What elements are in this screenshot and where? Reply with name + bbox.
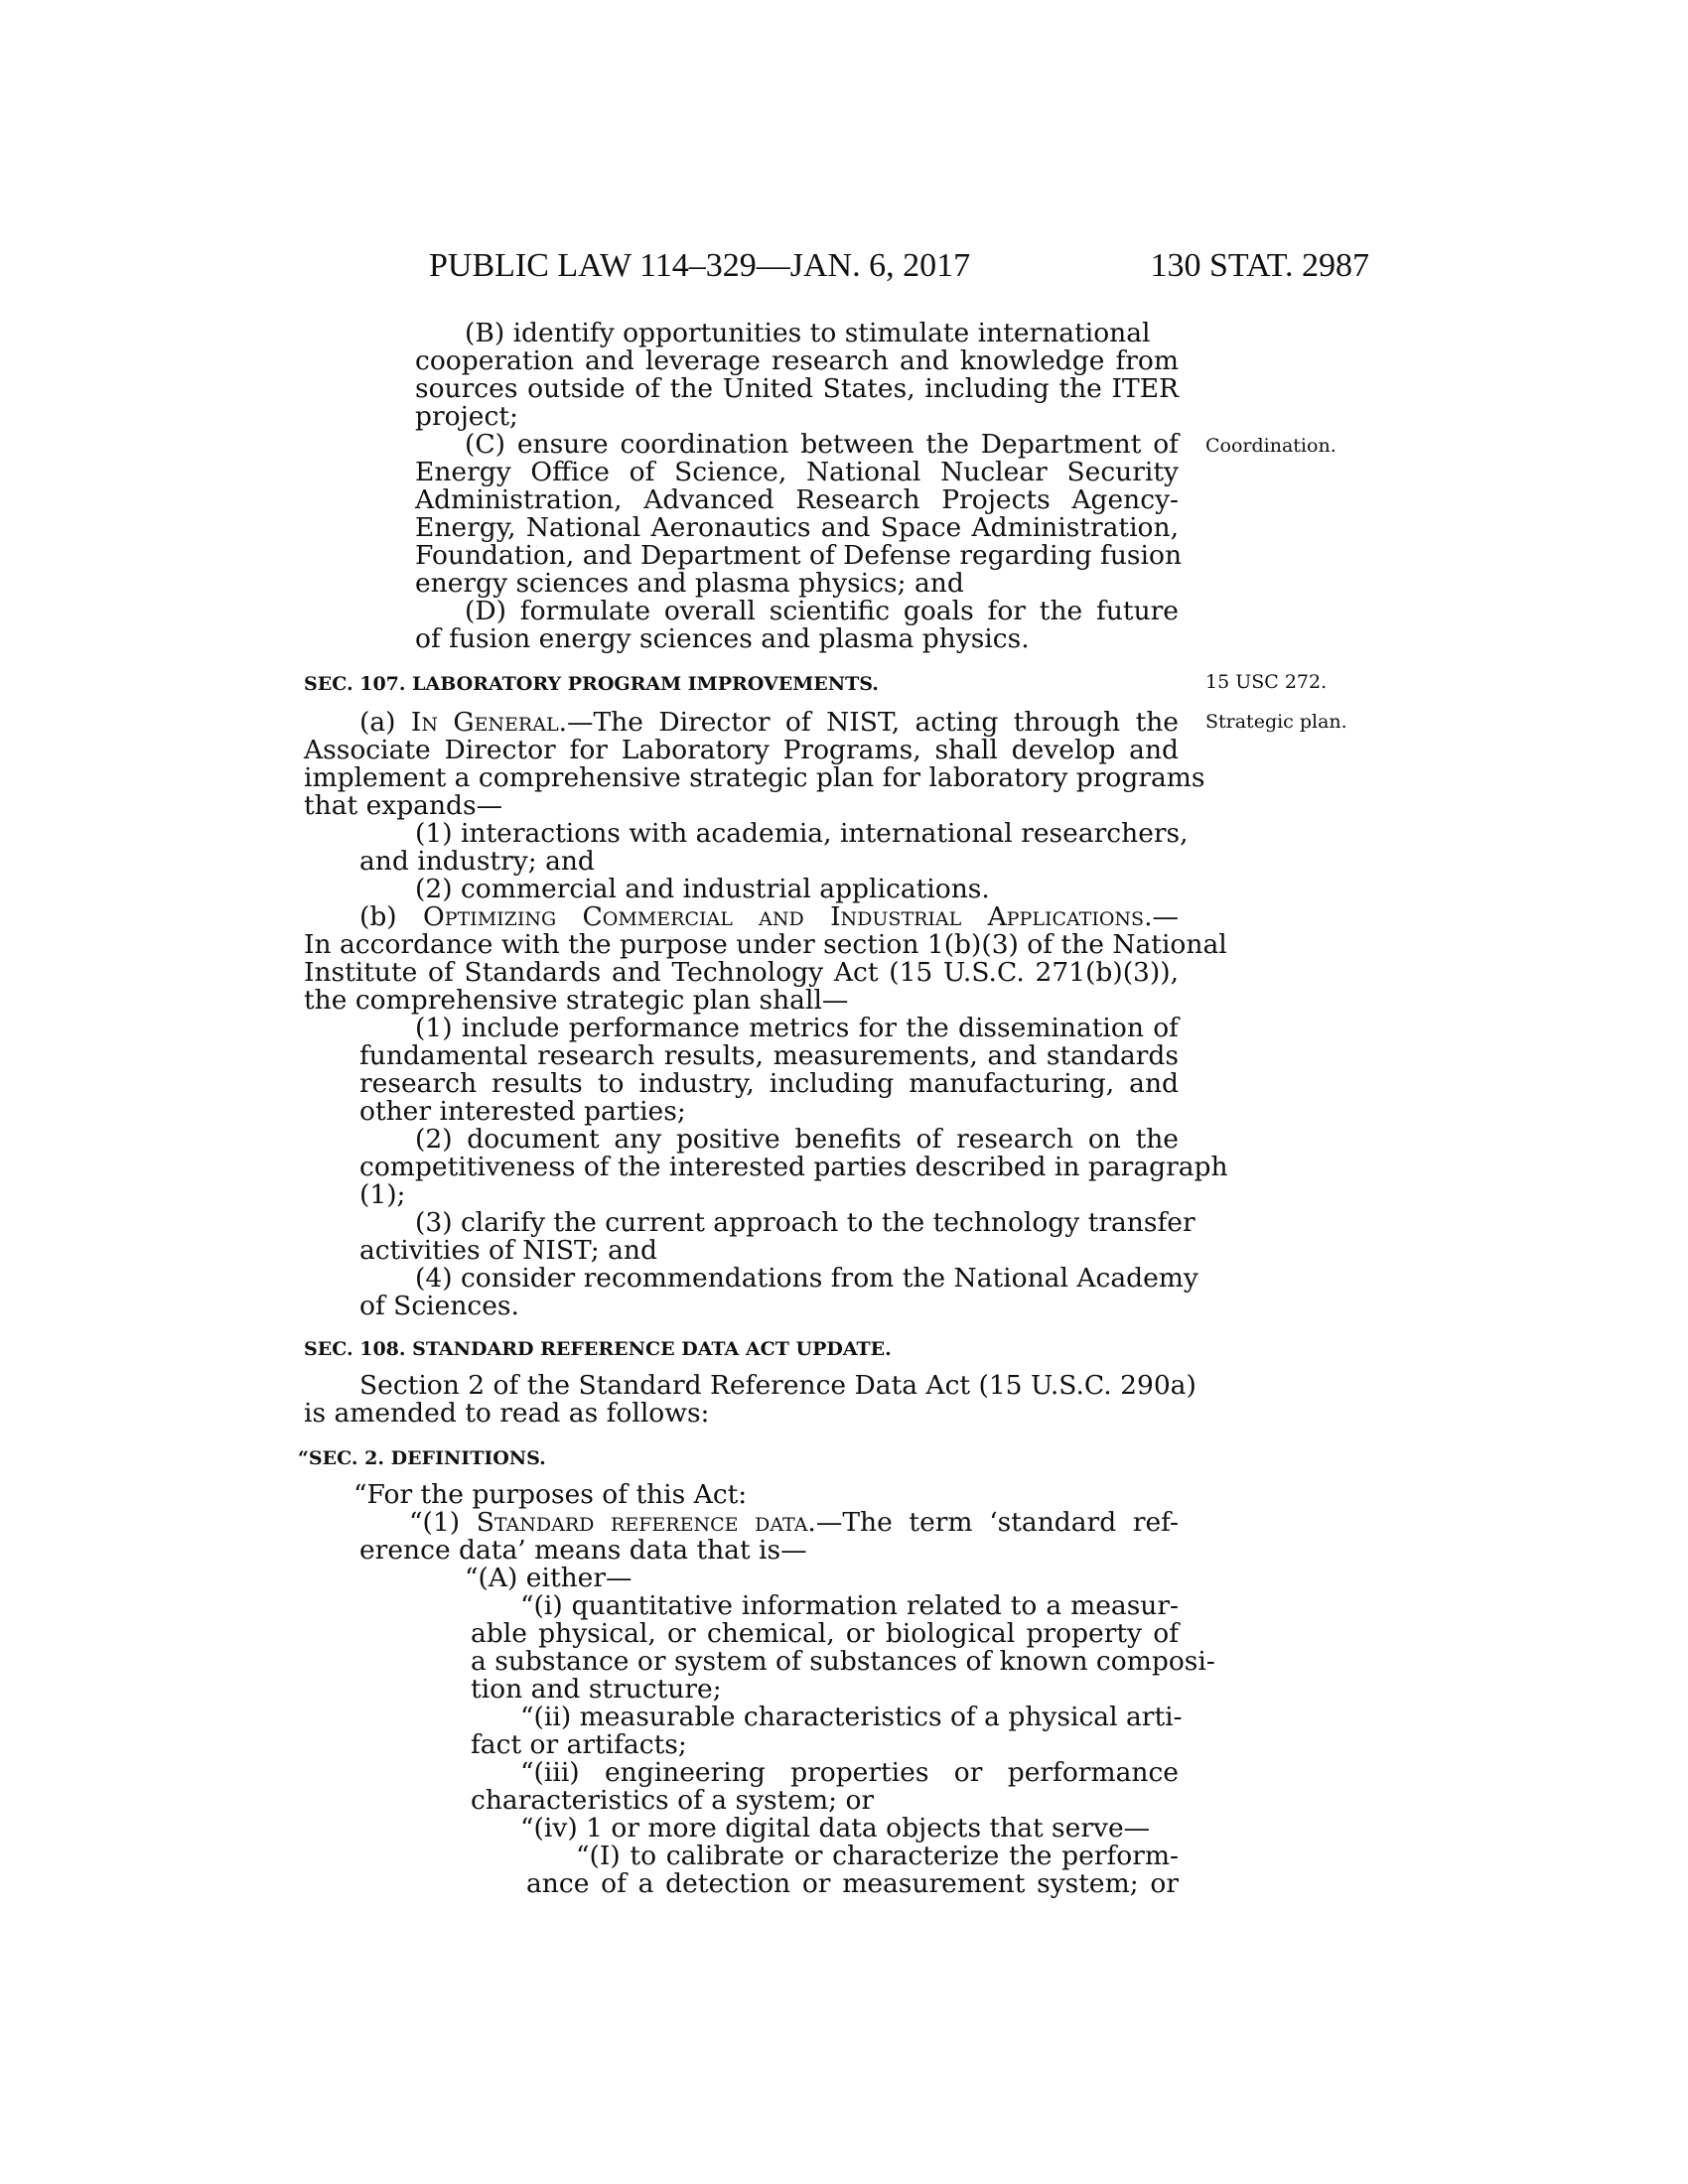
section-heading: “SEC. 2. DEFINITIONS. — [298, 1447, 546, 1469]
text-line: ance of a detection or measurement system; or — [526, 1868, 1179, 1899]
text-line: of fusion energy sciences and plasma physics. — [415, 623, 1030, 654]
text-line: (a) In General.—The Director of NIST, acting through the — [359, 707, 1179, 738]
text-line: Energy Office of Science, National Nuclear Security — [415, 457, 1179, 487]
text-line: “(iii) engineering properties or performance — [520, 1757, 1179, 1788]
text-line: that expands— — [304, 790, 503, 821]
text-line: (D) formulate overall scientific goals for the future — [465, 596, 1179, 626]
section-heading: SEC. 107. LABORATORY PROGRAM IMPROVEMENTS. — [304, 673, 879, 695]
running-header-title: PUBLIC LAW 114–329—JAN. 6, 2017 — [429, 247, 971, 284]
text-line: (C) ensure coordination between the Department of — [465, 429, 1179, 460]
text-line: energy sciences and plasma physics; and — [415, 568, 964, 599]
text-line: In accordance with the purpose under section 1(b)(3) of the National — [304, 929, 1227, 960]
text-line: (3) clarify the current approach to the technology transfer — [415, 1207, 1196, 1238]
text-line: tion and structure; — [471, 1674, 722, 1705]
text-line: Foundation, and Department of Defense regarding fusion — [415, 540, 1183, 571]
page-reference: 130 STAT. 2987 — [1150, 247, 1369, 284]
text-line: competitiveness of the interested parties described in paragraph — [359, 1152, 1228, 1182]
section-heading: SEC. 108. STANDARD REFERENCE DATA ACT UPDATE. — [304, 1338, 892, 1360]
margin-note-coordination: Coordination. — [1205, 435, 1336, 457]
text-line: Administration, Advanced Research Projects Agency- — [415, 484, 1179, 515]
text-line: fact or artifacts; — [471, 1729, 687, 1760]
text-line: (1) interactions with academia, international researchers, — [415, 818, 1189, 849]
text-line: (B) identify opportunities to stimulate international — [465, 318, 1151, 348]
margin-note-usc: 15 USC 272. — [1205, 671, 1328, 693]
text-line: other interested parties; — [359, 1096, 686, 1127]
text-line: “(i) quantitative information related to a measur- — [520, 1590, 1179, 1621]
text-line: (b) Optimizing Commercial and Industrial Applications.— — [359, 901, 1179, 932]
text-line: “(I) to calibrate or characterize the perform- — [576, 1841, 1179, 1871]
text-line: Associate Director for Laboratory Programs, shall develop and — [304, 735, 1179, 765]
text-line: Energy, National Aeronautics and Space Administration, — [415, 512, 1179, 543]
text-line: of Sciences. — [359, 1291, 519, 1321]
text-line: is amended to read as follows: — [304, 1398, 710, 1429]
text-line: sources outside of the United States, including the ITER — [415, 373, 1179, 404]
margin-note-strategic-plan: Strategic plan. — [1205, 711, 1347, 733]
text-line: (1) include performance metrics for the dissemination of — [415, 1013, 1179, 1043]
text-line: activities of NIST; and — [359, 1235, 657, 1266]
text-line: implement a comprehensive strategic plan for laboratory programs — [304, 762, 1205, 793]
text-line: erence data’ means data that is— — [359, 1535, 807, 1566]
text-line: cooperation and leverage research and knowledge from — [415, 345, 1179, 376]
text-line: (1); — [359, 1179, 406, 1210]
text-line: able physical, or chemical, or biological property of — [471, 1618, 1179, 1649]
text-line: a substance or system of substances of known composi- — [471, 1646, 1215, 1677]
text-line: Section 2 of the Standard Reference Data Act (15 U.S.C. 290a) — [359, 1370, 1196, 1401]
text-line: project; — [415, 401, 518, 432]
text-line: research results to industry, including manufacturing, and — [359, 1068, 1179, 1099]
text-line: “(1) Standard reference data.—The term ‘standard ref- — [409, 1507, 1179, 1538]
text-line: and industry; and — [359, 846, 595, 877]
text-line: fundamental research results, measurements, and standards — [359, 1040, 1179, 1071]
text-line: “For the purposes of this Act: — [353, 1479, 748, 1510]
text-line: characteristics of a system; or — [471, 1785, 875, 1816]
text-line: “(ii) measurable characteristics of a physical arti- — [520, 1702, 1183, 1732]
text-line: (4) consider recommendations from the National Academy — [415, 1263, 1198, 1294]
text-line: “(iv) 1 or more digital data objects that serve— — [520, 1813, 1151, 1843]
text-line: the comprehensive strategic plan shall— — [304, 985, 849, 1016]
text-line: (2) document any positive benefits of research on the — [415, 1124, 1179, 1155]
text-line: “(A) either— — [465, 1563, 633, 1593]
text-line: Institute of Standards and Technology Act (15 U.S.C. 271(b)(3)), — [304, 957, 1179, 988]
text-line: (2) commercial and industrial applications. — [415, 874, 990, 904]
